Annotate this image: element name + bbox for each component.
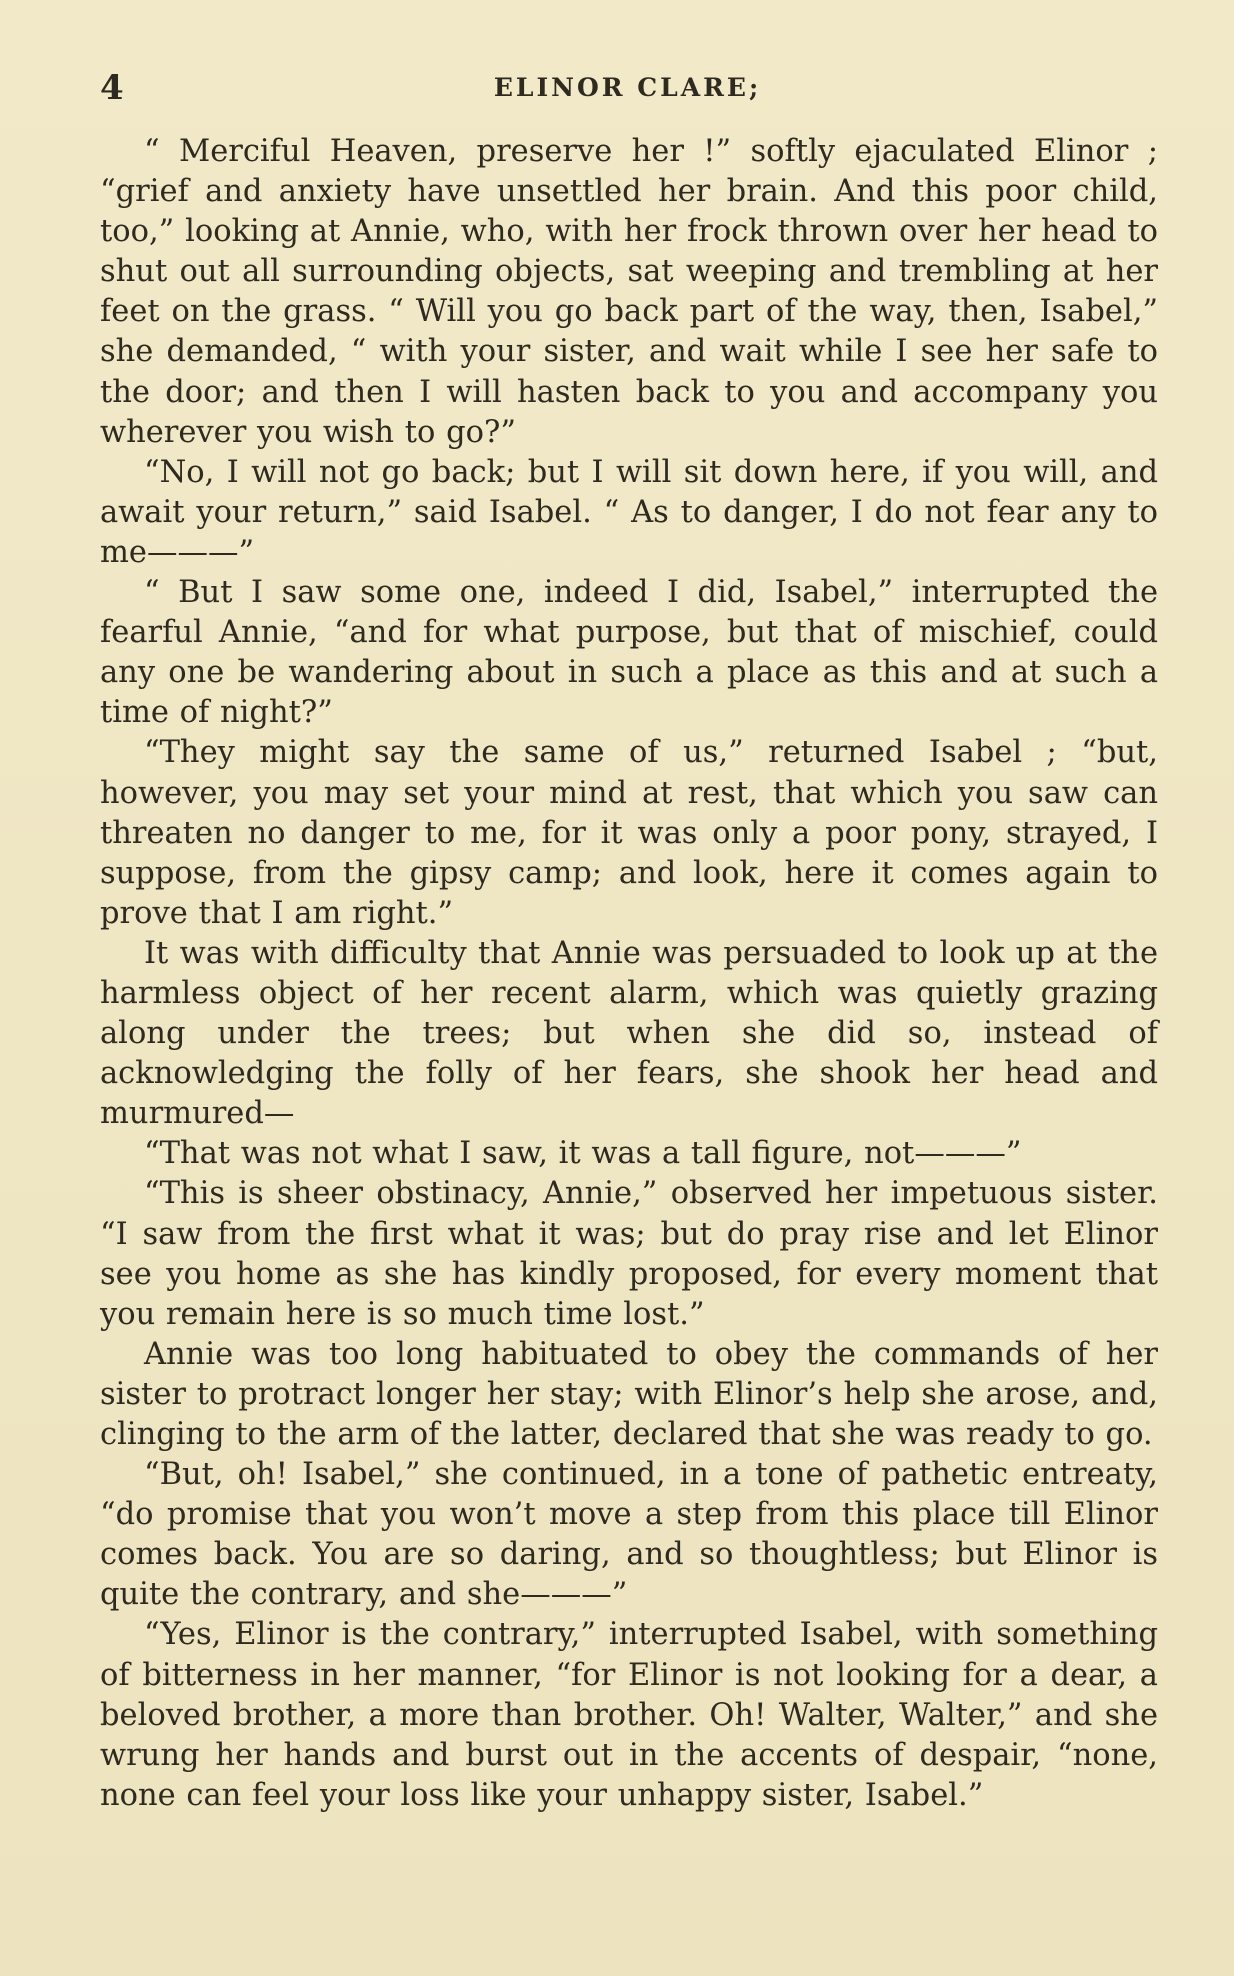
page-number: 4 — [100, 68, 124, 108]
paragraph: “No, I will not go back; but I will sit down here, if you will, and await your return,” said Isabel. “ As to danger, I do not fear any to me———” — [100, 454, 1158, 570]
paragraph: “That was not what I saw, it was a tall figure, not———” — [144, 1136, 1022, 1172]
paragraph: “But, oh! Isabel,” she continued, in a tone of pathetic entreaty, “do promise that you won’t move a step from this place till Elinor comes back. You are so daring, and so thoughtless; but Elinor is quite the contrary, and she———” — [100, 1457, 1158, 1613]
running-title: ELINOR CLARE; — [493, 73, 762, 102]
paragraph: “ But I saw some one, indeed I did, Isabel,” interrupted the fearful Annie, “and for what purpose, but that of mischief, could any one be wandering about in such a place as this and at such a time of night?” — [100, 575, 1158, 731]
body-text — [100, 132, 1158, 1816]
paragraph: “They might say the same of us,” returned Isabel ; “but, however, you may set your mind at rest, that which you saw can threaten no danger to me, for it was only a poor pony, strayed, I suppose, from the gipsy camp; and look, here it comes again to prove that I am right.” — [100, 735, 1158, 931]
paragraph: Annie was too long habituated to obey the commands of her sister to protract longer her stay; with Elinor’s help she arose, and, clinging to the arm of the latter, declared that she was ready to go. — [100, 1336, 1158, 1452]
paragraph: “This is sheer obstinacy, Annie,” observed her impetuous sister. “I saw from the first what it was; but do pray rise and let Elinor see you home as she has kindly proposed, for every moment that you remain here is so much time lost.” — [100, 1176, 1158, 1332]
paragraph: “ Merciful Heaven, preserve her !” softly ejaculated Elinor ; “grief and anxiety have unsettled her brain. And this poor child, too,” looking at Annie, who, with her frock thrown over her head to shut out all surrounding objects, sat weeping and trembling at her feet on the grass. “ Will you go back part of the way, then, Isabel,” she demanded, “ with your sister, and wait while I see her safe to the door; and then I will hasten back to you and accompany you wherever you wish to go?” — [100, 134, 1158, 450]
page-header — [100, 64, 1155, 112]
paragraph: It was with difficulty that Annie was persuaded to look up at the harmless object of her recent alarm, which was quietly grazing along under the trees; but when she did so, instead of acknowledging the folly of her fears, she shook her head and murmured— — [100, 935, 1158, 1132]
paragraph: “Yes, Elinor is the contrary,” interrupted Isabel, with something of bitterness in her manner, “for Elinor is not looking for a dear, a beloved brother, a more than brother. Oh! Walter, Walter,” and she wrung her hands and burst out in the accents of despair, “none, none can feel your loss like your unhappy sister, Isabel.” — [100, 1617, 1158, 1813]
